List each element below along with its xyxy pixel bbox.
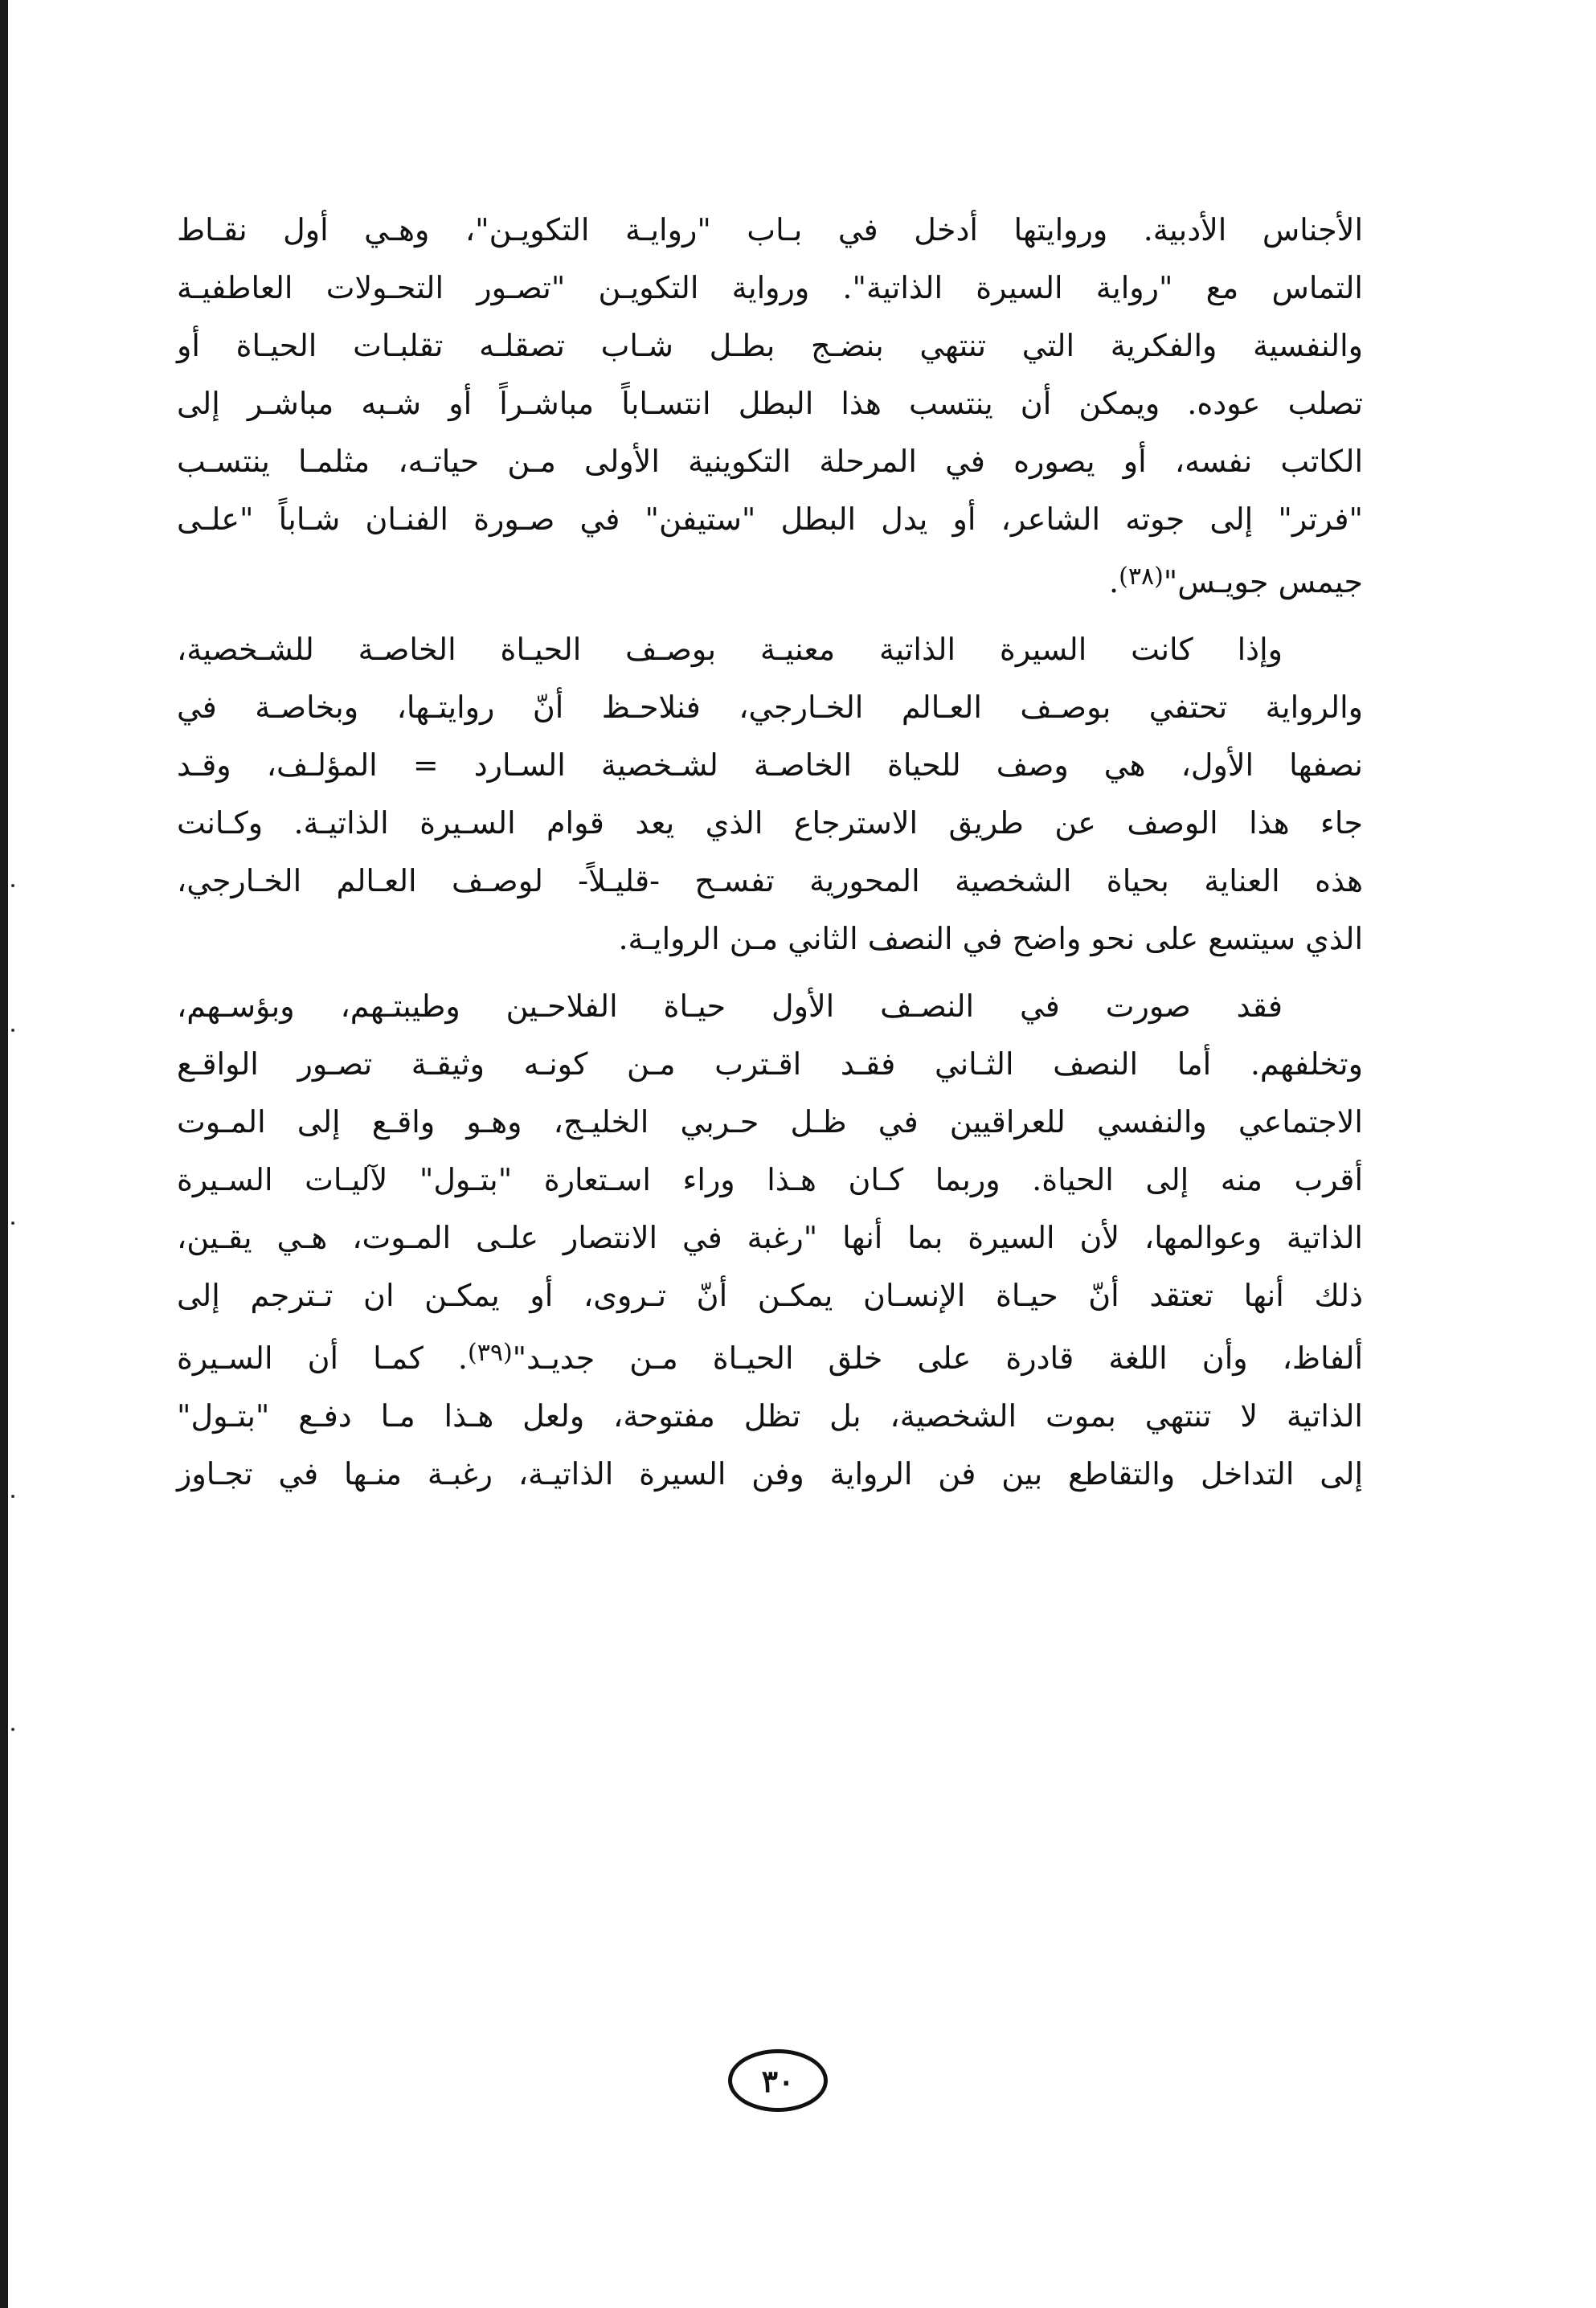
paragraph-2 — [177, 620, 1363, 968]
text-line: ذلك أنها تعتقد أنّ حيـاة الإنسـان يمكـن أنّ تـروى، أو يمكـن ان تـترجم إلى — [177, 1278, 1363, 1313]
footnote-ref-38: (٣٨) — [1119, 563, 1164, 591]
page-body — [177, 201, 1363, 1503]
text-line: فقد صورت في النصـف الأول حيـاة الفلاحـين وطيبتـهم، وبؤسـهم، — [177, 988, 1283, 1024]
text-fragment: . كمـا أن السـيرة — [177, 1340, 468, 1376]
text-line: التماس مع "رواية السيرة الذاتية". ورواية التكويـن "تصـور التحـولات العاطفيـة — [177, 270, 1363, 305]
text-line: جاء هذا الوصف عن طريق الاسترجاع الذي يعد قوام السـيرة الذاتيـة. وكـانت — [177, 805, 1363, 841]
text-fragment: ألفاظ، وأن اللغة قادرة على خلق الحيـاة مـن جديـد" — [512, 1340, 1364, 1376]
text-line: وتخلفهم. أما النصف الثـاني فقـد اقـترب مـن كونـه وثيقـة تصـور الواقـع — [177, 1046, 1363, 1082]
text-line: "فرتر" إلى جوته الشاعر، أو يدل البطل "ستيفن" في صـورة الفنـان شـاباً "علـى — [177, 501, 1363, 537]
footnote-ref-39: (٣٩) — [467, 1339, 513, 1367]
text-line: الذاتية لا تنتهي بموت الشخصية، بل تظل مفتوحة، ولعل هـذا مـا دفـع "بتـول" — [177, 1398, 1363, 1434]
scan-edge — [0, 0, 8, 2308]
sentence-end: . — [1109, 564, 1119, 600]
text-line: والرواية تحتفي بوصـف العـالم الخـارجي، فنلاحـظ أنّ روايتـها، وبخاصـة في — [177, 690, 1363, 725]
text-line-final — [177, 548, 1363, 611]
text-line: الاجتماعي والنفسي للعراقيين في ظـل حـربي الخليـج، وهـو واقـع إلى المـوت — [177, 1104, 1363, 1140]
paragraph-3 — [177, 977, 1363, 1503]
text-line-with-footnote — [177, 1324, 1363, 1387]
text-line: هذه العناية بحياة الشخصية المحورية تفسـح -قليـلاً- لوصـف العـالم الخـارجي، — [177, 863, 1363, 898]
paragraph-1 — [177, 201, 1363, 611]
scan-specks — [11, 884, 23, 1929]
text-line: وإذا كانت السيرة الذاتية معنيـة بوصـف الحيـاة الخاصـة للشـخصية، — [177, 632, 1283, 667]
text-line: الأجناس الأدبية. وروايتها أدخل في بـاب "روايـة التكويـن"، وهـي أول نقـاط — [177, 212, 1363, 248]
text-line: إلى التداخل والتقاطع بين فن الرواية وفن السيرة الذاتيـة، رغبـة منـها في تجـاوز — [177, 1456, 1363, 1492]
text-line: تصلب عوده. ويمكن أن ينتسب هذا البطل انتسـاباً مباشـراً أو شـبه مباشـر إلى — [177, 386, 1363, 421]
page-number: ٣٠ — [728, 2049, 828, 2112]
text-line: والنفسية والفكرية التي تنتهي بنضـج بطـل شـاب تصقلـه تقلبـات الحيـاة أو — [177, 328, 1363, 363]
text-line: الذاتية وعوالمها، لأن السيرة بما أنها "رغبة في الانتصار علـى المـوت، هـي يقـين، — [177, 1220, 1363, 1255]
text-line-final: الذي سيتسع على نحو واضح في النصف الثاني مـن الروايـة. — [618, 921, 1363, 956]
text-line: نصفها الأول، هي وصف للحياة الخاصـة لشـخصية السـارد = المؤلـف، وقـد — [177, 747, 1363, 783]
text-line: أقرب منه إلى الحياة. وربما كـان هـذا وراء اسـتعارة "بتـول" لآليـات السـيرة — [177, 1162, 1363, 1197]
text-fragment: جيمس جويـس" — [1163, 564, 1363, 600]
text-line: الكاتب نفسه، أو يصوره في المرحلة التكوينية الأولى مـن حياتـه، مثلمـا ينتسـب — [177, 444, 1363, 479]
